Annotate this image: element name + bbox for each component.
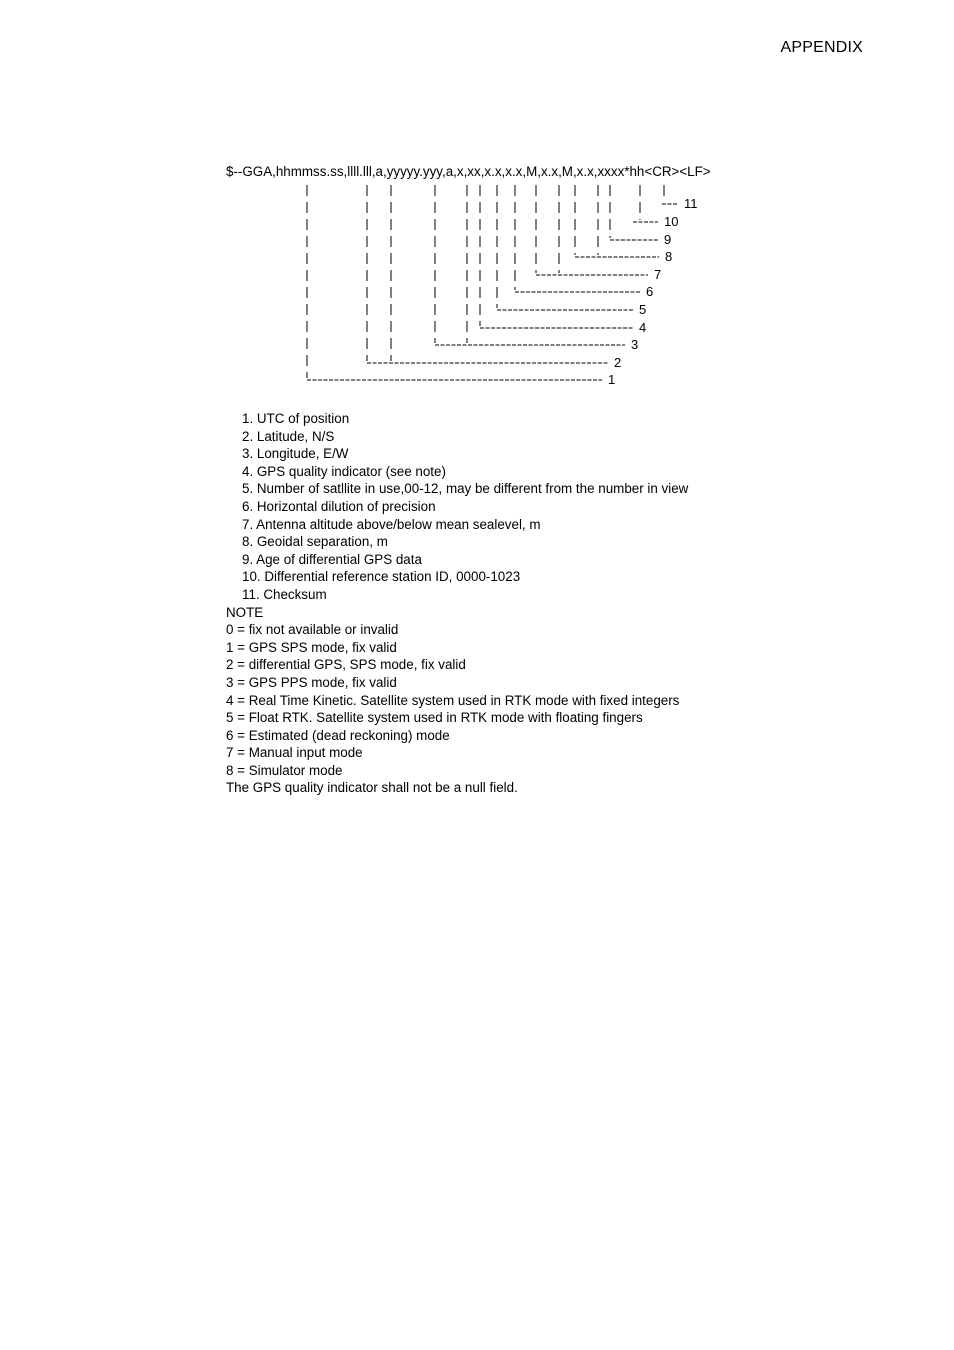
note-item: 6 = Estimated (dead reckoning) mode <box>226 727 450 743</box>
callout-label: 9 <box>664 232 672 247</box>
field-item: 3. Longitude, E/W <box>242 446 349 462</box>
field-item: 6. Horizontal dilution of precision <box>242 498 436 514</box>
note-item: 4 = Real Time Kinetic. Satellite system used in RTK mode with fixed integers <box>226 692 680 708</box>
description-area <box>226 410 688 797</box>
callout-label: 5 <box>639 302 647 317</box>
field-item: 4. GPS quality indicator (see note) <box>242 463 446 479</box>
note-item: 0 = fix not available or invalid <box>226 622 399 638</box>
field-item: 8. Geoidal separation, m <box>242 534 388 550</box>
callout-lines <box>307 185 678 380</box>
callout-label: 7 <box>654 267 662 282</box>
note-item: 3 = GPS PPS mode, fix valid <box>226 674 397 690</box>
note-item: 8 = Simulator mode <box>226 762 343 778</box>
field-callout-diagram <box>0 0 954 400</box>
field-item: 9. Age of differential GPS data <box>242 551 422 567</box>
note-title: NOTE <box>226 604 264 620</box>
field-item: 10. Differential reference station ID, 0000-1023 <box>242 569 521 585</box>
gga-sentence-format: $--GGA,hhmmss.ss,llll.lll,a,yyyyy.yyy,a,x,xx,x.x,x.x,M,x.x,M,x.x,xxxx*hh<CR><LF> <box>226 164 711 179</box>
note-item: 5 = Float RTK. Satellite system used in RTK mode with floating fingers <box>226 710 643 726</box>
note-footer: The GPS quality indicator shall not be a null field. <box>226 780 518 796</box>
field-item: 11. Checksum <box>242 586 327 602</box>
field-list <box>226 410 688 604</box>
callout-label: 3 <box>631 337 639 352</box>
note-item: 7 = Manual input mode <box>226 745 363 761</box>
note-item: 1 = GPS SPS mode, fix valid <box>226 639 397 655</box>
field-item: 2. Latitude, N/S <box>242 428 335 444</box>
field-item: 7. Antenna altitude above/below mean sealevel, m <box>242 516 541 532</box>
page-header: APPENDIX <box>780 39 863 56</box>
note-item: 2 = differential GPS, SPS mode, fix valid <box>226 657 466 673</box>
callout-label: 10 <box>664 214 679 229</box>
callout-label: 2 <box>614 355 622 370</box>
callout-label: 4 <box>639 320 647 335</box>
field-item: 5. Number of satllite in use,00-12, may be different from the number in view <box>242 481 689 497</box>
callout-label: 8 <box>665 249 673 264</box>
callout-label: 1 <box>608 372 616 387</box>
callout-label: 6 <box>646 284 654 299</box>
callout-label: 11 <box>684 196 698 211</box>
field-item: 1. UTC of position <box>242 411 350 426</box>
note-block <box>226 604 688 798</box>
